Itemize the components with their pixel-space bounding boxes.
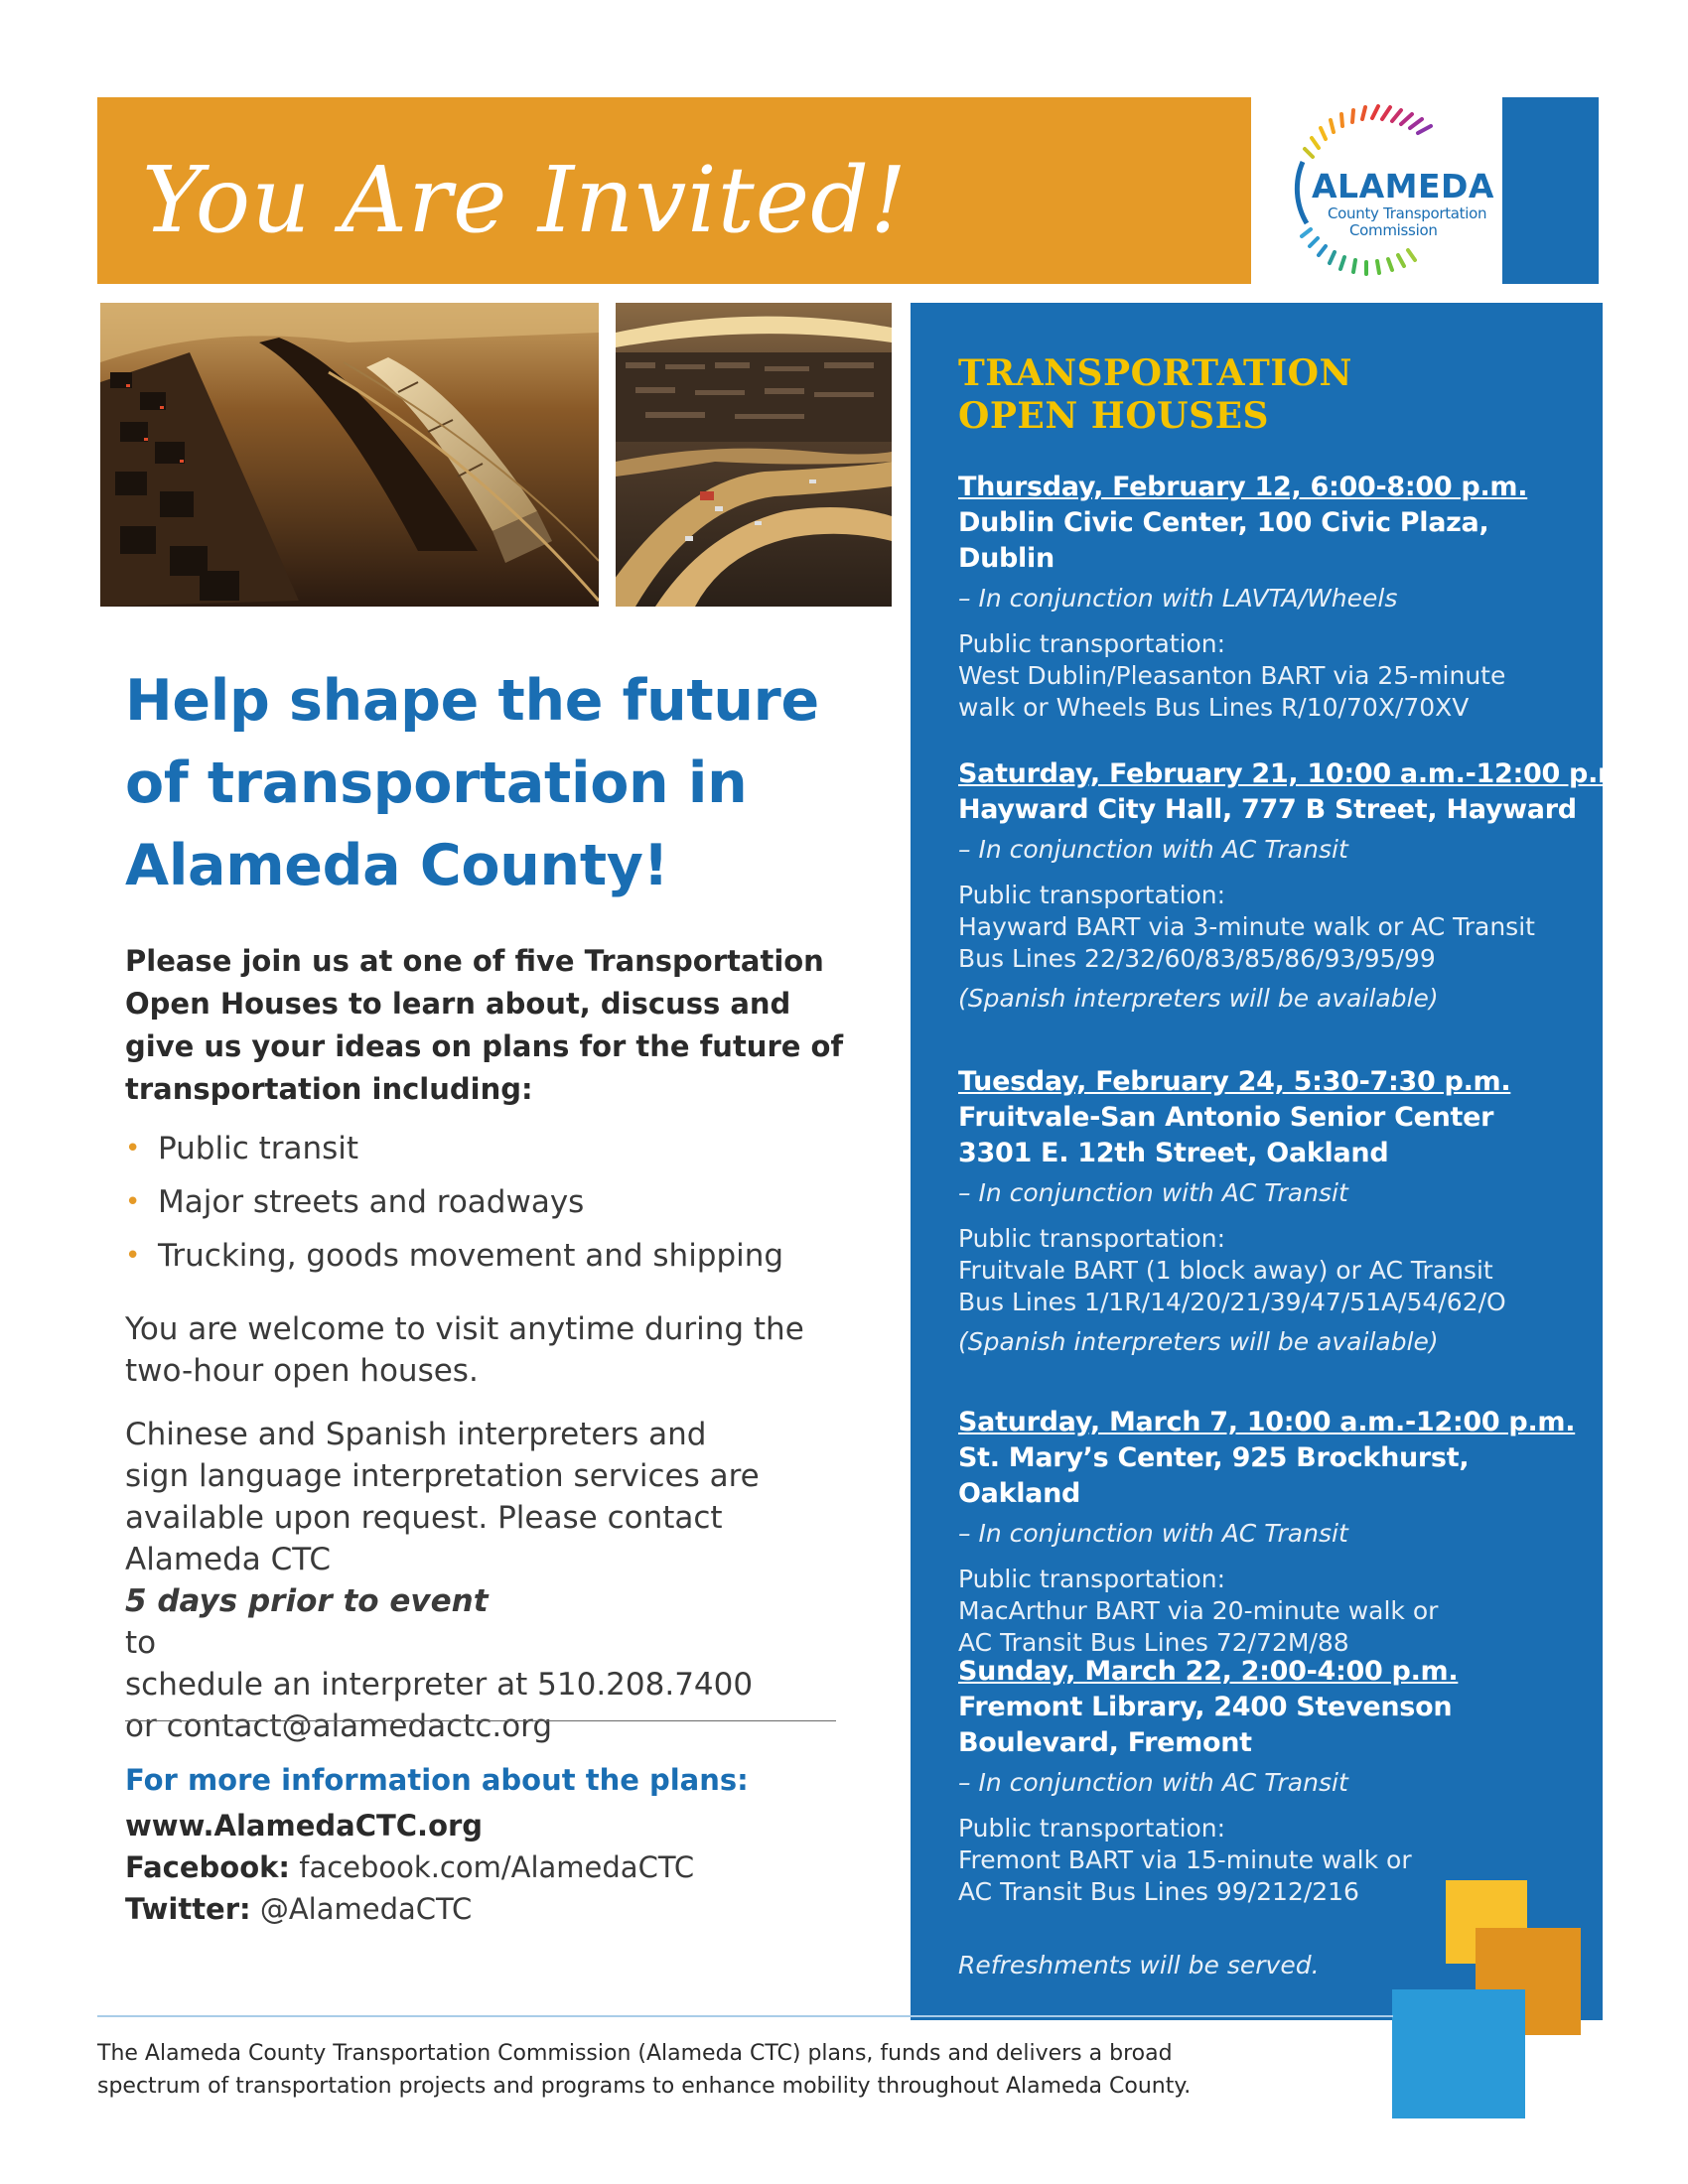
event-date: Thursday, February 12, 6:00-8:00 p.m. xyxy=(958,472,1528,502)
facebook-line xyxy=(125,1850,694,1884)
venue-line: Fruitvale-San Antonio Senior Center xyxy=(958,1102,1494,1133)
footer-divider xyxy=(97,2015,1393,2017)
intro-line: give us your ideas on plans for the future of xyxy=(125,1029,844,1063)
freeway-interchange-photo xyxy=(616,303,892,607)
headline-line: of transportation in xyxy=(125,751,748,816)
event-date: Tuesday, February 24, 5:30-7:30 p.m. xyxy=(958,1066,1511,1097)
bullet-icon: • xyxy=(125,1187,141,1217)
event-transit xyxy=(958,1564,1594,1659)
transit-line: Public transportation: xyxy=(958,1565,1226,1593)
event-venue xyxy=(958,792,1594,828)
event-partner: – In conjunction with AC Transit xyxy=(958,1519,1348,1548)
list-item-label: Public transit xyxy=(158,1131,359,1166)
welcome-paragraph xyxy=(125,1308,804,1392)
transit-line: Public transportation: xyxy=(958,881,1226,909)
refreshments-note: Refreshments will be served. xyxy=(958,1951,1320,1979)
transit-line: AC Transit Bus Lines 72/72M/88 xyxy=(958,1628,1349,1657)
intro-paragraph xyxy=(125,940,860,1111)
event-item xyxy=(958,470,1594,724)
interp-text: to xyxy=(125,1625,157,1661)
twitter-link[interactable]: @AlamedaCTC xyxy=(250,1892,473,1926)
interp-emphasis: 5 days prior to event xyxy=(125,1583,489,1619)
event-venue xyxy=(958,1690,1594,1761)
transit-line: Bus Lines 22/32/60/83/85/86/93/95/99 xyxy=(958,944,1436,973)
headline-line: Alameda County! xyxy=(125,833,669,898)
venue-line: Dublin xyxy=(958,543,1055,574)
transit-line: Hayward BART via 3-minute walk or AC Transit xyxy=(958,912,1535,941)
interp-line: schedule an interpreter at 510.208.7400 xyxy=(125,1667,754,1703)
transit-line: Public transportation: xyxy=(958,1814,1226,1843)
interpreter-paragraph xyxy=(125,1414,760,1747)
transit-line: MacArthur BART via 20-minute walk or xyxy=(958,1596,1439,1625)
event-partner: – In conjunction with AC Transit xyxy=(958,1178,1348,1207)
event-venue xyxy=(958,1440,1594,1512)
bullet-icon: • xyxy=(125,1241,141,1271)
header-banner xyxy=(97,97,1251,284)
event-partner: – In conjunction with AC Transit xyxy=(958,1768,1348,1797)
list-item xyxy=(125,1175,783,1229)
event-partner: – In conjunction with AC Transit xyxy=(958,835,1348,864)
decorative-square-blue xyxy=(1392,1989,1525,2118)
contact-email[interactable]: or contact@alamedactc.org xyxy=(125,1708,553,1744)
interp-line: Chinese and Spanish interpreters and xyxy=(125,1417,707,1452)
event-transit xyxy=(958,628,1594,724)
interp-text: Alameda CTC xyxy=(125,1542,332,1577)
transit-line: Public transportation: xyxy=(958,1224,1226,1253)
panel-title-line-2: OPEN HOUSES xyxy=(958,395,1270,437)
event-item xyxy=(958,1064,1594,1358)
more-info-heading: For more information about the plans: xyxy=(125,1763,749,1797)
event-venue xyxy=(958,505,1594,577)
topics-list xyxy=(125,1122,783,1283)
interp-line: available upon request. Please contact xyxy=(125,1500,723,1536)
welcome-line: You are welcome to visit anytime during the xyxy=(125,1311,804,1347)
transit-line: Fremont BART via 15-minute walk or xyxy=(958,1845,1412,1874)
logo-subtitle-1: County Transportation xyxy=(1328,205,1487,222)
event-transit xyxy=(958,880,1594,975)
transit-line: AC Transit Bus Lines 99/212/216 xyxy=(958,1877,1359,1906)
event-date: Sunday, March 22, 2:00-4:00 p.m. xyxy=(958,1656,1459,1687)
event-item xyxy=(958,756,1635,1015)
transit-line: Public transportation: xyxy=(958,629,1226,658)
facebook-link[interactable]: facebook.com/AlamedaCTC xyxy=(290,1850,695,1884)
transit-line: walk or Wheels Bus Lines R/10/70X/70XV xyxy=(958,693,1470,722)
open-houses-panel xyxy=(911,303,1635,2020)
logo-subtitle-2: Commission xyxy=(1349,221,1438,239)
event-venue xyxy=(958,1100,1594,1171)
event-date: Saturday, March 7, 10:00 a.m.-12:00 p.m. xyxy=(958,1407,1576,1437)
venue-line: Fremont Library, 2400 Stevenson xyxy=(958,1692,1453,1722)
welcome-line: two-hour open houses. xyxy=(125,1353,479,1389)
section-divider xyxy=(125,1720,836,1721)
list-item-label: Major streets and roadways xyxy=(158,1184,585,1220)
event-transit xyxy=(958,1223,1594,1318)
headline xyxy=(125,660,880,907)
train-traffic-photo xyxy=(100,303,599,607)
event-item xyxy=(958,1405,1594,1659)
intro-line: transportation including: xyxy=(125,1072,533,1106)
list-item-label: Trucking, goods movement and shipping xyxy=(158,1238,784,1274)
footer-line: spectrum of transportation projects and programs to enhance mobility throughout Alameda County. xyxy=(97,2074,1192,2099)
footer-text xyxy=(97,2037,1191,2103)
venue-line: 3301 E. 12th Street, Oakland xyxy=(958,1138,1389,1168)
event-item xyxy=(958,1654,1594,1908)
venue-line: St. Mary’s Center, 925 Brockhurst, Oakland xyxy=(958,1442,1470,1509)
transit-line: West Dublin/Pleasanton BART via 25-minute xyxy=(958,661,1506,690)
headline-line: Help shape the future xyxy=(125,668,819,734)
bullet-icon: • xyxy=(125,1134,141,1163)
list-item xyxy=(125,1229,783,1283)
venue-line: Dublin Civic Center, 100 Civic Plaza, xyxy=(958,507,1489,538)
footer-line: The Alameda County Transportation Commission (Alameda CTC) plans, funds and delivers a broad xyxy=(97,2041,1173,2066)
interp-line: sign language interpretation services are xyxy=(125,1458,760,1494)
list-item xyxy=(125,1122,783,1175)
panel-title-line-1: TRANSPORTATION xyxy=(958,352,1352,394)
venue-line: Boulevard, Fremont xyxy=(958,1727,1252,1758)
event-note: (Spanish interpreters will be available) xyxy=(958,1327,1439,1356)
logo-name: ALAMEDA xyxy=(1312,167,1494,205)
transit-line: Fruitvale BART (1 block away) or AC Transit xyxy=(958,1256,1493,1285)
event-partner: – In conjunction with LAVTA/Wheels xyxy=(958,584,1398,613)
page-title: You Are Invited! xyxy=(142,147,909,253)
website-link[interactable]: www.AlamedaCTC.org xyxy=(125,1809,484,1843)
header-blue-strip xyxy=(1502,97,1599,284)
twitter-label: Twitter: xyxy=(125,1892,251,1926)
facebook-label: Facebook: xyxy=(125,1850,291,1884)
transit-line: Bus Lines 1/1R/14/20/21/39/47/51A/54/62/O xyxy=(958,1288,1506,1316)
alameda-ctc-logo xyxy=(1281,104,1494,283)
panel-title xyxy=(958,352,1352,438)
event-note: (Spanish interpreters will be available) xyxy=(958,984,1439,1013)
intro-line: Please join us at one of five Transportation xyxy=(125,944,824,978)
interp-line xyxy=(125,1539,760,1664)
intro-line: Open Houses to learn about, discuss and xyxy=(125,987,791,1021)
venue-line: Hayward City Hall, 777 B Street, Hayward xyxy=(958,794,1577,825)
twitter-line xyxy=(125,1892,472,1926)
event-date: Saturday, February 21, 10:00 a.m.-12:00 p.m. xyxy=(958,758,1635,789)
